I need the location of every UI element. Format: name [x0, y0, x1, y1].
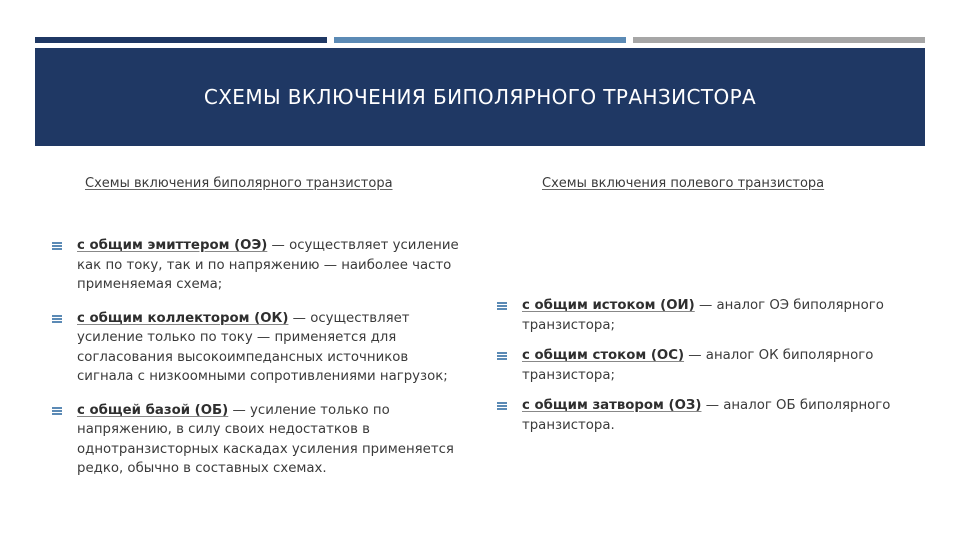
- fet-schemes-list: [497, 296, 917, 446]
- list-item-oz: [497, 396, 917, 435]
- term-ok: с общим коллектором (ОК): [77, 310, 289, 326]
- desc-oz: — аналог ОБ биполярного транзистора.: [522, 398, 891, 433]
- term-oz: с общим затвором (ОЗ): [522, 398, 702, 413]
- list-item-oi: [497, 296, 917, 335]
- bullet-icon: [52, 242, 62, 250]
- bullet-icon: [52, 407, 62, 415]
- title-band: [35, 48, 925, 146]
- bullet-icon: [497, 302, 507, 310]
- list-item-ok: [52, 309, 462, 387]
- term-os: с общим стоком (ОС): [522, 348, 685, 363]
- right-column-heading: Схемы включения полевого транзистора: [542, 176, 825, 191]
- desc-oi: — аналог ОЭ биполярного транзистора;: [522, 298, 884, 333]
- desc-oe: — осуществляет усиление как по току, так и по напряжению — наиболее часто применяемая схема;: [77, 238, 459, 292]
- term-oe: с общим эмиттером (ОЭ): [77, 238, 268, 253]
- term-oi: с общим истоком (ОИ): [522, 298, 695, 313]
- list-item-oe: [52, 236, 462, 295]
- list-item-os: [497, 346, 917, 385]
- desc-ob: — усиление только по напряжению, в силу своих недостатков в однотранзисторных каскадах усиления применяется редко, обычно в составных схемах.: [77, 402, 454, 476]
- bullet-icon: [497, 352, 507, 360]
- accent-bar-dark: [35, 37, 327, 43]
- left-column-heading: Схемы включения биполярного транзистора: [85, 176, 393, 191]
- desc-ok: — осуществляет усиление только по току — применяется для согласования высокоимпедансных источников сигнала с низкоомными сопротивлениями нагрузок;: [77, 310, 448, 384]
- slide-title: СХЕМЫ ВКЛЮЧЕНИЯ БИПОЛЯРНОГО ТРАНЗИСТОРА: [203, 85, 757, 109]
- term-ob: с общей базой (ОБ): [77, 402, 229, 418]
- bipolar-schemes-list: [52, 236, 462, 493]
- bullet-icon: [497, 402, 507, 410]
- accent-bar-blue: [334, 37, 626, 43]
- list-item-ob: [52, 401, 462, 479]
- bullet-icon: [52, 315, 62, 323]
- desc-os: — аналог ОК биполярного транзистора;: [522, 348, 874, 383]
- accent-bar-grey: [633, 37, 925, 43]
